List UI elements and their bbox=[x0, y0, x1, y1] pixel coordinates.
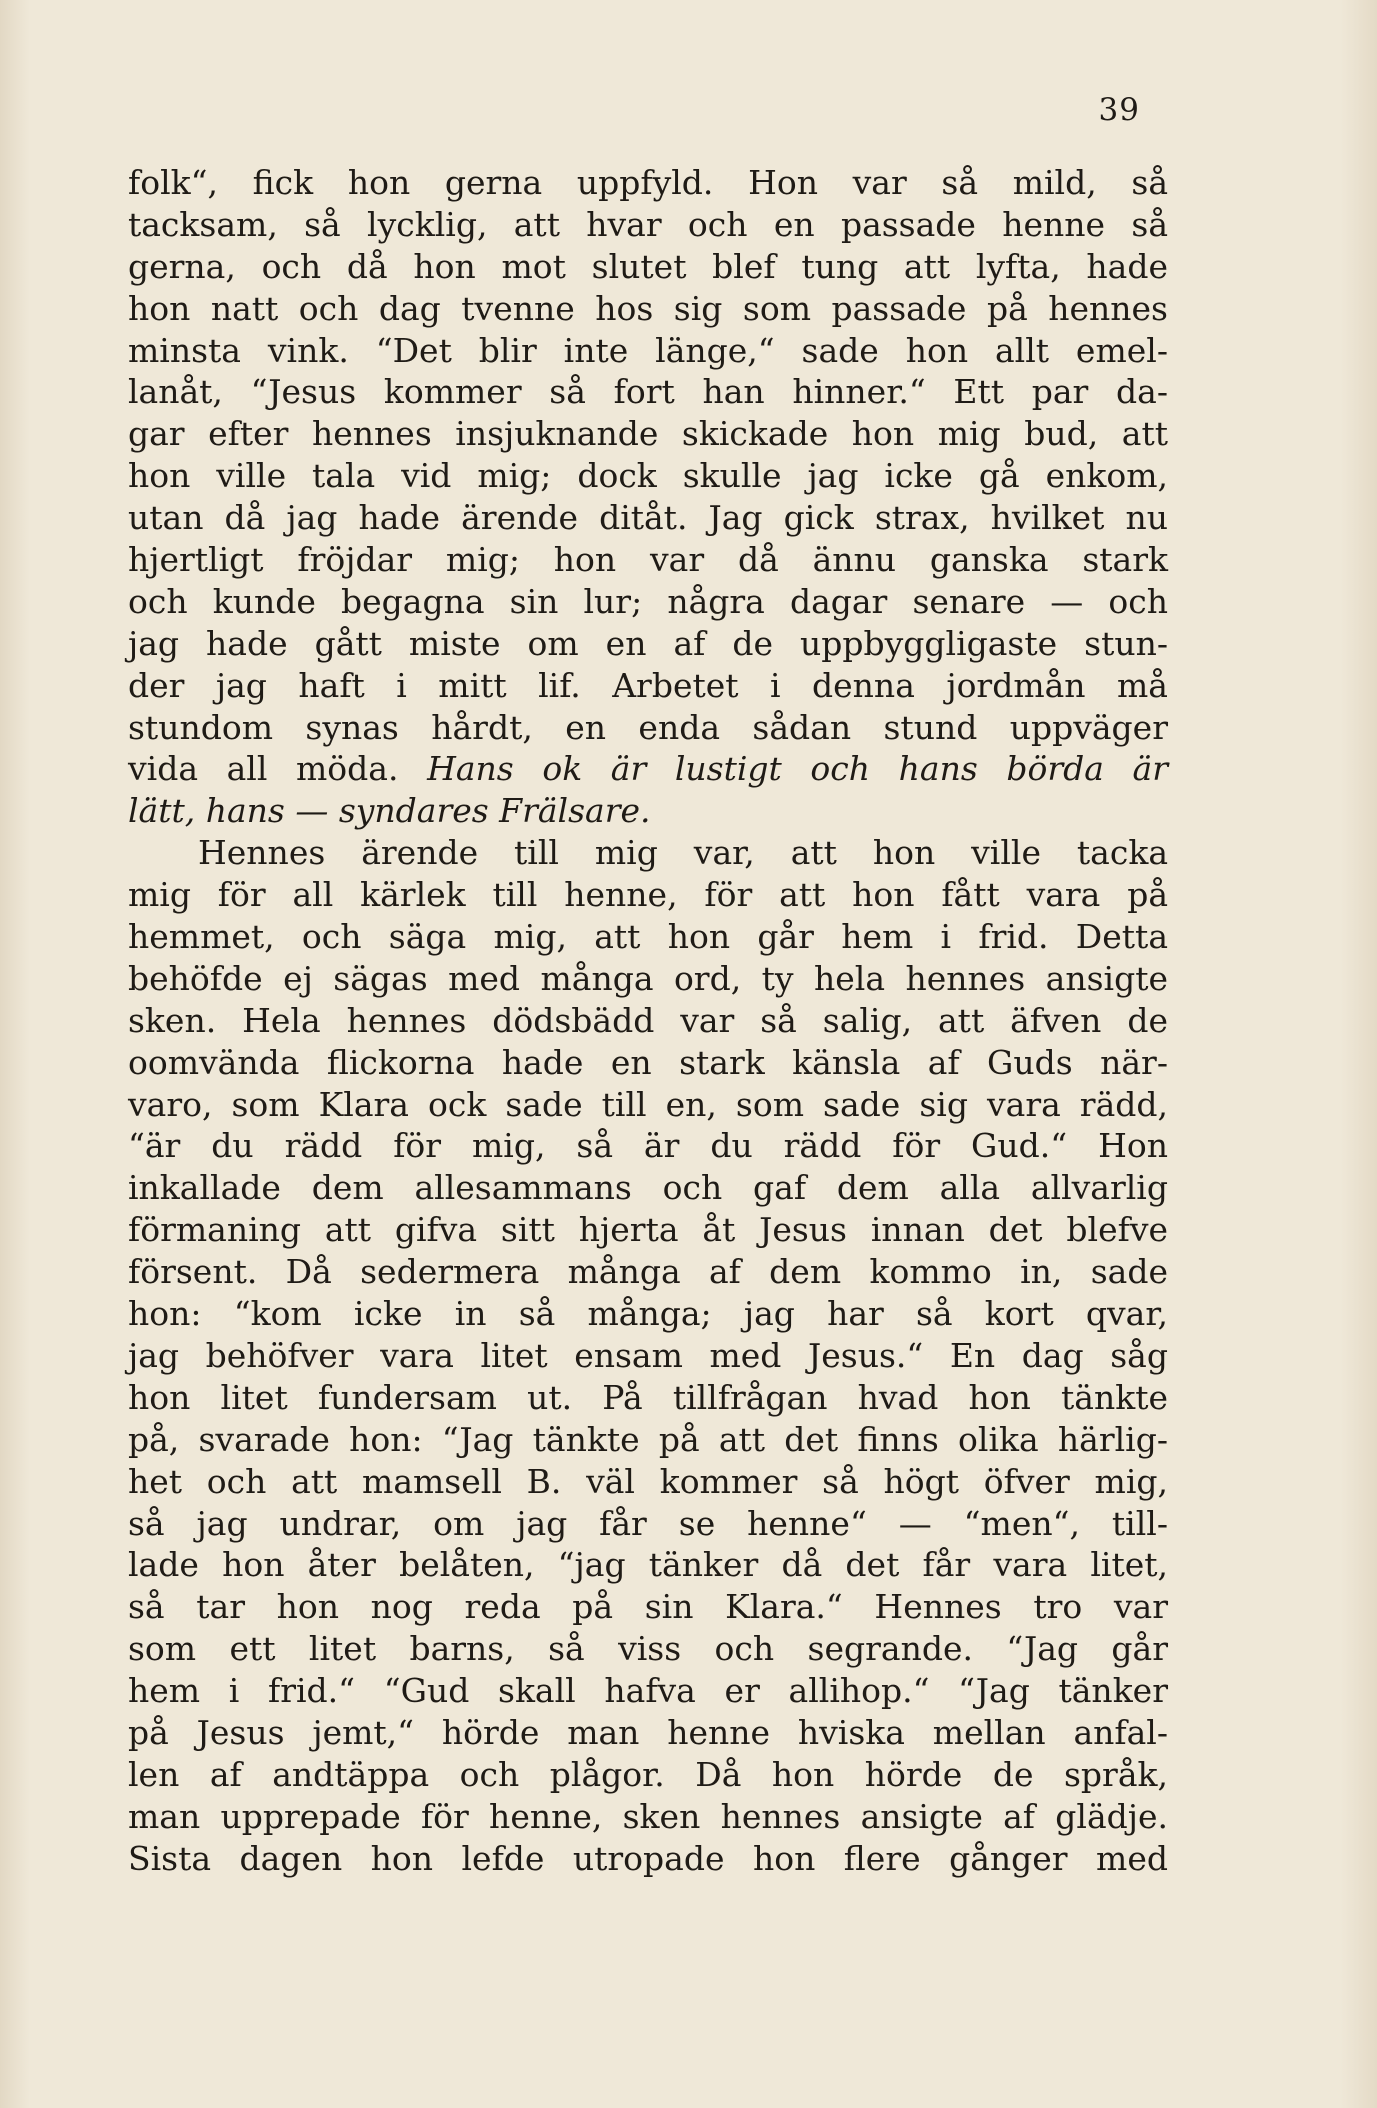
italic-text: lätt, hans — syndares Frälsare. bbox=[128, 791, 651, 831]
line-text: “är du rädd för mig, så är du rädd för Gud.“ Hon bbox=[128, 1126, 1168, 1166]
line-text: varo, som Klara ock sade till en, som sade sig vara rädd, bbox=[128, 1084, 1168, 1124]
line-text: stundom synas hårdt, en enda sådan stund uppväger bbox=[128, 707, 1168, 747]
line-text: hon ville tala vid mig; dock skulle jag icke gå enkom, bbox=[128, 456, 1168, 496]
text-line bbox=[128, 497, 1168, 539]
text-line bbox=[128, 1084, 1168, 1126]
italic-text: Hans ok är lustigt och hans börda är bbox=[427, 749, 1169, 789]
line-text: på, svarade hon: “Jag tänkte på att det finns olika härlig- bbox=[128, 1419, 1168, 1459]
text-line bbox=[128, 1754, 1168, 1796]
text-line bbox=[128, 1712, 1168, 1754]
line-text: der jag haft i mitt lif. Arbetet i denna jordmån må bbox=[128, 665, 1168, 705]
text-line bbox=[128, 1419, 1168, 1461]
line-text: hon: “kom icke in så många; jag har så kort qvar, bbox=[128, 1294, 1168, 1334]
line-text: vida all möda. bbox=[128, 749, 428, 789]
line-text: gar efter hennes insjuknande skickade hon mig bud, att bbox=[128, 414, 1168, 454]
text-line bbox=[128, 1209, 1168, 1251]
text-line bbox=[128, 748, 1168, 790]
line-text: het och att mamsell B. väl kommer så högt öfver mig, bbox=[128, 1461, 1168, 1501]
line-text: förmaning att gifva sitt hjerta åt Jesus innan det blefve bbox=[128, 1210, 1168, 1250]
line-text: hjertligt fröjdar mig; hon var då ännu ganska stark bbox=[128, 540, 1168, 580]
line-text: folk“, fick hon gerna uppfyld. Hon var så mild, så bbox=[128, 163, 1168, 202]
line-text: hon natt och dag tvenne hos sig som passade på hennes bbox=[128, 288, 1168, 328]
text-line bbox=[128, 1670, 1168, 1712]
line-text: hem i frid.“ “Gud skall hafva er allihop.“ “Jag tänker bbox=[128, 1671, 1168, 1711]
line-text: försent. Då sedermera många af dem kommo in, sade bbox=[128, 1252, 1168, 1292]
text-line bbox=[128, 1251, 1168, 1293]
text-line bbox=[128, 832, 1168, 874]
line-text: lanåt, “Jesus kommer så fort han hinner.“ Ett par da- bbox=[128, 372, 1168, 412]
line-text: jag behöfver vara litet ensam med Jesus.“ En dag såg bbox=[128, 1335, 1168, 1375]
line-text: man upprepade för henne, sken hennes ansigte af glädje. bbox=[128, 1796, 1168, 1836]
text-line bbox=[128, 1125, 1168, 1167]
text-line bbox=[128, 1042, 1168, 1084]
text-line bbox=[128, 455, 1168, 497]
text-line bbox=[128, 958, 1168, 1000]
text-line bbox=[128, 665, 1168, 707]
text-line bbox=[128, 1503, 1168, 1545]
line-text: sken. Hela hennes dödsbädd var så salig, att äfven de bbox=[128, 1000, 1168, 1040]
text-line bbox=[128, 1167, 1168, 1209]
text-line bbox=[128, 413, 1168, 455]
text-line bbox=[128, 1335, 1168, 1377]
text-line bbox=[128, 371, 1168, 413]
line-text: hemmet, och säga mig, att hon går hem i frid. Detta bbox=[128, 917, 1168, 957]
text-line bbox=[128, 1586, 1168, 1628]
text-line bbox=[128, 539, 1168, 581]
text-line bbox=[128, 162, 1168, 204]
text-line bbox=[128, 1000, 1168, 1042]
text-line bbox=[128, 288, 1168, 330]
text-line bbox=[128, 1544, 1168, 1586]
text-line bbox=[128, 330, 1168, 372]
line-text: som ett litet barns, så viss och segrande. “Jag går bbox=[128, 1629, 1168, 1669]
text-line bbox=[128, 1838, 1168, 1880]
text-line bbox=[128, 916, 1168, 958]
line-text: utan då jag hade ärende ditåt. Jag gick strax, hvilket nu bbox=[128, 498, 1168, 538]
text-line bbox=[128, 790, 1168, 832]
text-line bbox=[128, 874, 1168, 916]
line-text: mig för all kärlek till henne, för att hon fått vara på bbox=[128, 875, 1168, 915]
text-line bbox=[128, 623, 1168, 665]
line-text: inkallade dem allesammans och gaf dem alla allvarlig bbox=[128, 1168, 1168, 1208]
line-text: minsta vink. “Det blir inte länge,“ sade hon allt emel- bbox=[128, 330, 1168, 370]
line-text: tacksam, så lycklig, att hvar och en passade henne så bbox=[128, 204, 1168, 244]
text-line bbox=[128, 1461, 1168, 1503]
line-text: hon litet fundersam ut. På tillfrågan hvad hon tänkte bbox=[128, 1377, 1168, 1417]
line-text: gerna, och då hon mot slutet blef tung att lyfta, hade bbox=[128, 246, 1168, 286]
line-text: och kunde begagna sin lur; några dagar senare — och bbox=[128, 581, 1168, 621]
text-line bbox=[128, 1628, 1168, 1670]
text-line bbox=[128, 204, 1168, 246]
text-line bbox=[128, 1796, 1168, 1838]
text-line bbox=[128, 707, 1168, 749]
line-text: så tar hon nog reda på sin Klara.“ Hennes tro var bbox=[128, 1587, 1168, 1627]
text-line bbox=[128, 1293, 1168, 1335]
line-text: så jag undrar, om jag får se henne“ — “men“, till- bbox=[128, 1503, 1168, 1543]
line-text: lade hon åter belåten, “jag tänker då det får vara litet, bbox=[128, 1545, 1168, 1585]
line-text: len af andtäppa och plågor. Då hon hörde de språk, bbox=[128, 1754, 1168, 1794]
page-number: 39 bbox=[1098, 92, 1140, 128]
body-text bbox=[128, 162, 1168, 1880]
line-text: jag hade gått miste om en af de uppbyggligaste stun- bbox=[128, 623, 1168, 663]
text-line bbox=[128, 1377, 1168, 1419]
line-text: på Jesus jemt,“ hörde man henne hviska mellan anfal- bbox=[128, 1712, 1168, 1752]
text-line bbox=[128, 581, 1168, 623]
line-text: Hennes ärende till mig var, att hon ville tacka bbox=[198, 833, 1168, 873]
line-text: behöfde ej sägas med många ord, ty hela hennes ansigte bbox=[128, 958, 1168, 998]
line-text: Sista dagen hon lefde utropade hon flere gånger med bbox=[128, 1838, 1168, 1878]
line-text: oomvända flickorna hade en stark känsla af Guds när- bbox=[128, 1042, 1168, 1082]
text-line bbox=[128, 246, 1168, 288]
